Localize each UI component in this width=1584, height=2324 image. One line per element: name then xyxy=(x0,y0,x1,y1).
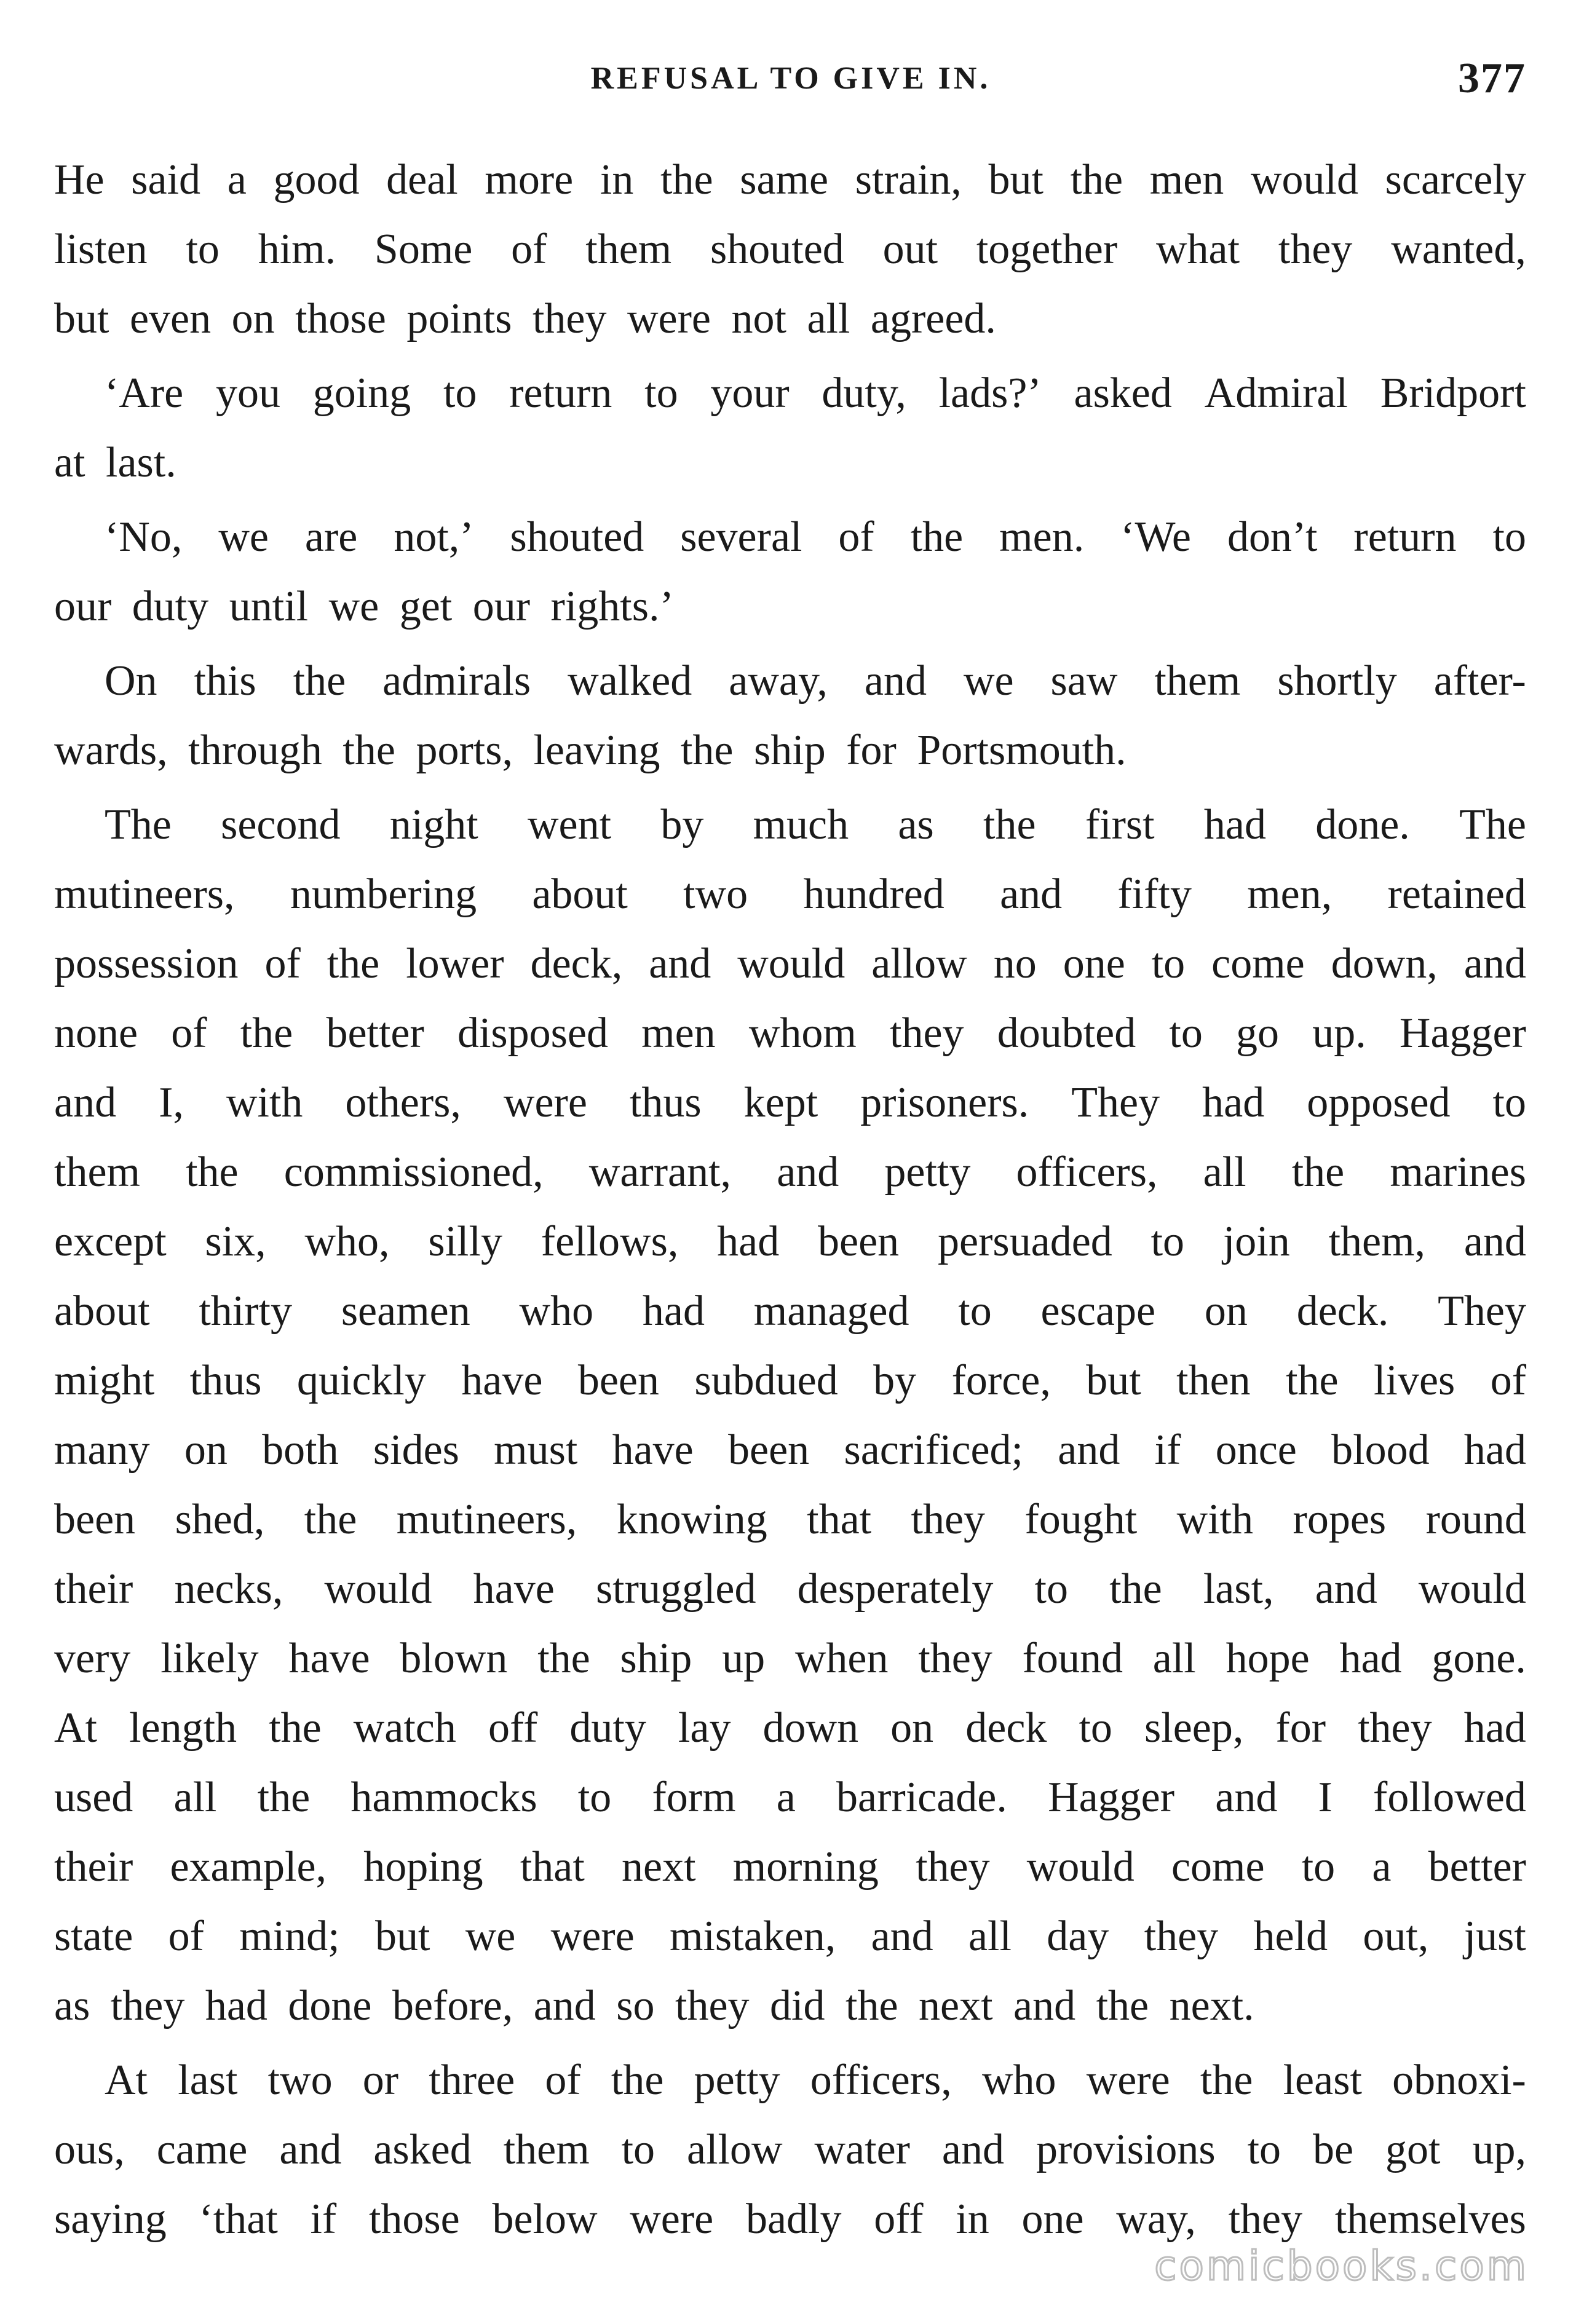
text-line: their example, hoping that next morning they would come to a better xyxy=(54,1843,1526,1891)
text-line: none of the better disposed men whom they doubted to go up. Hagger xyxy=(54,1010,1526,1057)
text-line: He said a good deal more in the same strain, but the men would scarcely xyxy=(54,156,1526,204)
text-line: except six, who, silly fellows, had been persuaded to join them, and xyxy=(54,1218,1526,1265)
paragraph xyxy=(54,358,1526,497)
text-line: but even on those points they were not all agreed. xyxy=(54,295,996,342)
text-line: possession of the lower deck, and would allow no one to come down, and xyxy=(54,940,1526,987)
text-line: listen to him. Some of them shouted out together what they wanted, xyxy=(54,226,1526,273)
page-number: 377 xyxy=(1458,55,1526,102)
text-line: saying ‘that if those below were badly off in one way, they themselves xyxy=(54,2196,1526,2243)
text-line: been shed, the mutineers, knowing that they fought with ropes round xyxy=(54,1496,1526,1543)
text-line: their necks, would have struggled desperately to the last, and would xyxy=(54,1565,1526,1613)
text-line: At length the watch off duty lay down on deck to sleep, for they had xyxy=(54,1704,1526,1752)
running-title: REFUSAL TO GIVE IN. xyxy=(590,61,991,96)
paragraph xyxy=(54,2045,1526,2254)
text-line: The second night went by much as the first had done. The xyxy=(105,801,1526,848)
watermark: comicbooks.com xyxy=(1154,2242,1529,2290)
text-line: at last. xyxy=(54,439,176,486)
paragraph-gap xyxy=(54,497,1526,502)
text-line: and I, with others, were thus kept prisoners. They had opposed to xyxy=(54,1079,1526,1126)
text-line: state of mind; but we were mistaken, and all day they held out, just xyxy=(54,1913,1526,1960)
paragraph-gap xyxy=(54,785,1526,790)
text-line: used all the hammocks to form a barricade. Hagger and I followed xyxy=(54,1774,1526,1821)
text-line: ‘No, we are not,’ shouted several of the men. ‘We don’t return to xyxy=(105,513,1526,561)
text-line: our duty until we get our rights.’ xyxy=(54,583,674,630)
text-line: very likely have blown the ship up when they found all hope had gone. xyxy=(54,1635,1526,1682)
text-line: about thirty seamen who had managed to escape on deck. They xyxy=(54,1287,1526,1335)
paragraph xyxy=(54,502,1526,641)
text-line: them the commissioned, warrant, and petty officers, all the marines xyxy=(54,1148,1526,1196)
paragraph-gap xyxy=(54,2041,1526,2045)
running-head xyxy=(55,54,1526,109)
text-line: might thus quickly have been subdued by force, but then the lives of xyxy=(54,1357,1526,1404)
text-line: mutineers, numbering about two hundred and fifty men, retained xyxy=(54,871,1526,918)
text-line: wards, through the ports, leaving the ship for Portsmouth. xyxy=(54,727,1127,774)
paragraph xyxy=(54,790,1526,2041)
text-line: many on both sides must have been sacrificed; and if once blood had xyxy=(54,1426,1526,1474)
paragraph-gap xyxy=(54,641,1526,646)
paragraph xyxy=(54,646,1526,785)
paragraph-gap xyxy=(54,354,1526,358)
paragraph xyxy=(54,145,1526,354)
text-line: At last two or three of the petty officers, who were the least obnoxi- xyxy=(105,2057,1526,2104)
body-text xyxy=(54,145,1526,2254)
text-line: ‘Are you going to return to your duty, lads?’ asked Admiral Bridport xyxy=(105,370,1526,417)
text-line: as they had done before, and so they did the next and the next. xyxy=(54,1982,1254,2030)
text-line: On this the admirals walked away, and we saw them shortly after- xyxy=(105,657,1526,705)
text-line: ous, came and asked them to allow water and provisions to be got up, xyxy=(54,2126,1526,2173)
